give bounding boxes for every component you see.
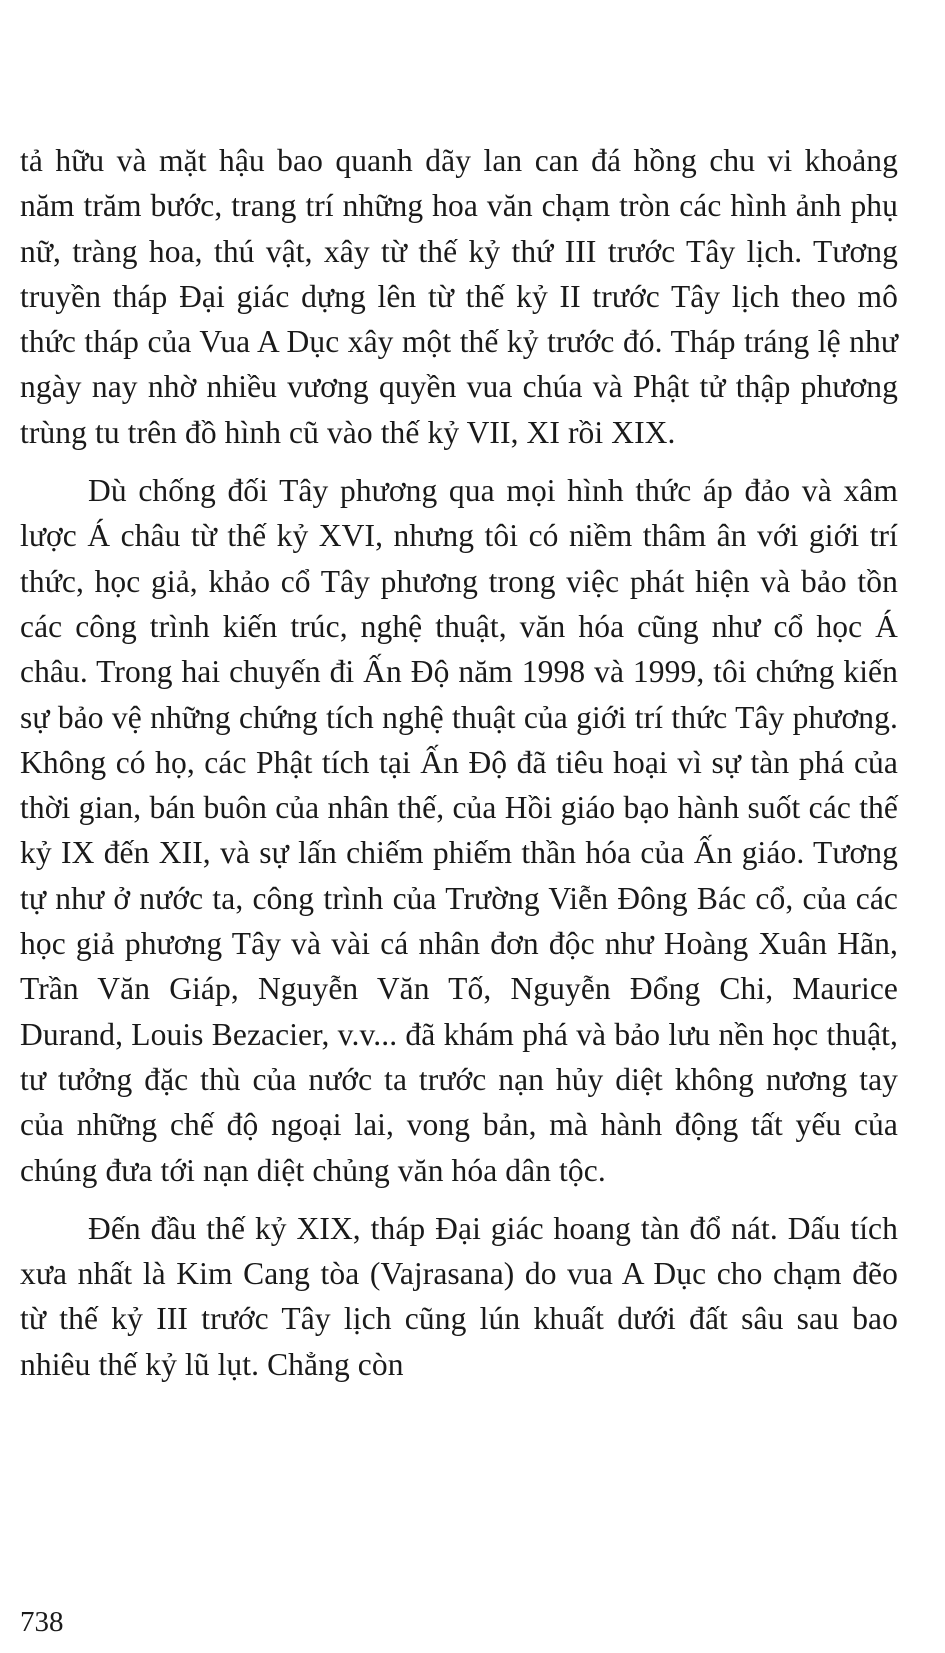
paragraph-3: Đến đầu thế kỷ XIX, tháp Đại giác hoang tàn đổ nát. Dấu tích xưa nhất là Kim Cang tòa (Vajrasana) do vua A Dục cho chạm đẽo từ thế kỷ III trước Tây lịch cũng lún khuất dưới đất sâu sau bao nhiêu thế kỷ lũ lụt. Chẳng còn xyxy=(20,1210,898,1382)
body-text xyxy=(20,138,898,1387)
page-number: 738 xyxy=(20,1606,64,1638)
paragraph-1: tả hữu và mặt hậu bao quanh dãy lan can đá hồng chu vi khoảng năm trăm bước, trang trí những hoa văn chạm tròn các hình ảnh phụ nữ, tràng hoa, thú vật, xây từ thế kỷ thứ III trước Tây lịch. Tương truyền tháp Đại giác dựng lên từ thế kỷ II trước Tây lịch theo mô thức tháp của Vua A Dục xây một thế kỷ trước đó. Tháp tráng lệ như ngày nay nhờ nhiều vương quyền vua chúa và Phật tử thập phương trùng tu trên đồ hình cũ vào thế kỷ VII, XI rồi XIX. xyxy=(20,143,898,450)
paragraph-2: Dù chống đối Tây phương qua mọi hình thức áp đảo và xâm lược Á châu từ thế kỷ XVI, nhưng tôi có niềm thâm ân với giới trí thức, học giả, khảo cổ Tây phương trong việc phát hiện và bảo tồn các công trình kiến trúc, nghệ thuật, văn hóa cũng như cổ học Á châu. Trong hai chuyến đi Ấn Độ năm 1998 và 1999, tôi chứng kiến sự bảo vệ những chứng tích nghệ thuật của giới trí thức Tây phương. Không có họ, các Phật tích tại Ấn Độ đã tiêu hoại vì sự tàn phá của thời gian, bán buôn của nhân thế, của Hồi giáo bạo hành suốt các thế kỷ IX đến XII, và sự lấn chiếm phiếm thần hóa của Ấn giáo. Tương tự như ở nước ta, công trình của Trường Viễn Đông Bác cổ, của các học giả phương Tây và vài cá nhân đơn độc như Hoàng Xuân Hãn, Trần Văn Giáp, Nguyễn Văn Tố, Nguyễn Đổng Chi, Maurice Durand, Louis Bezacier, v.v... đã khám phá và bảo lưu nền học thuật, tư tưởng đặc thù của nước ta trước nạn hủy diệt không nương tay của những chế độ ngoại lai, vong bản, mà hành động tất yếu của chúng đưa tới nạn diệt chủng văn hóa dân tộc. xyxy=(20,473,898,1188)
